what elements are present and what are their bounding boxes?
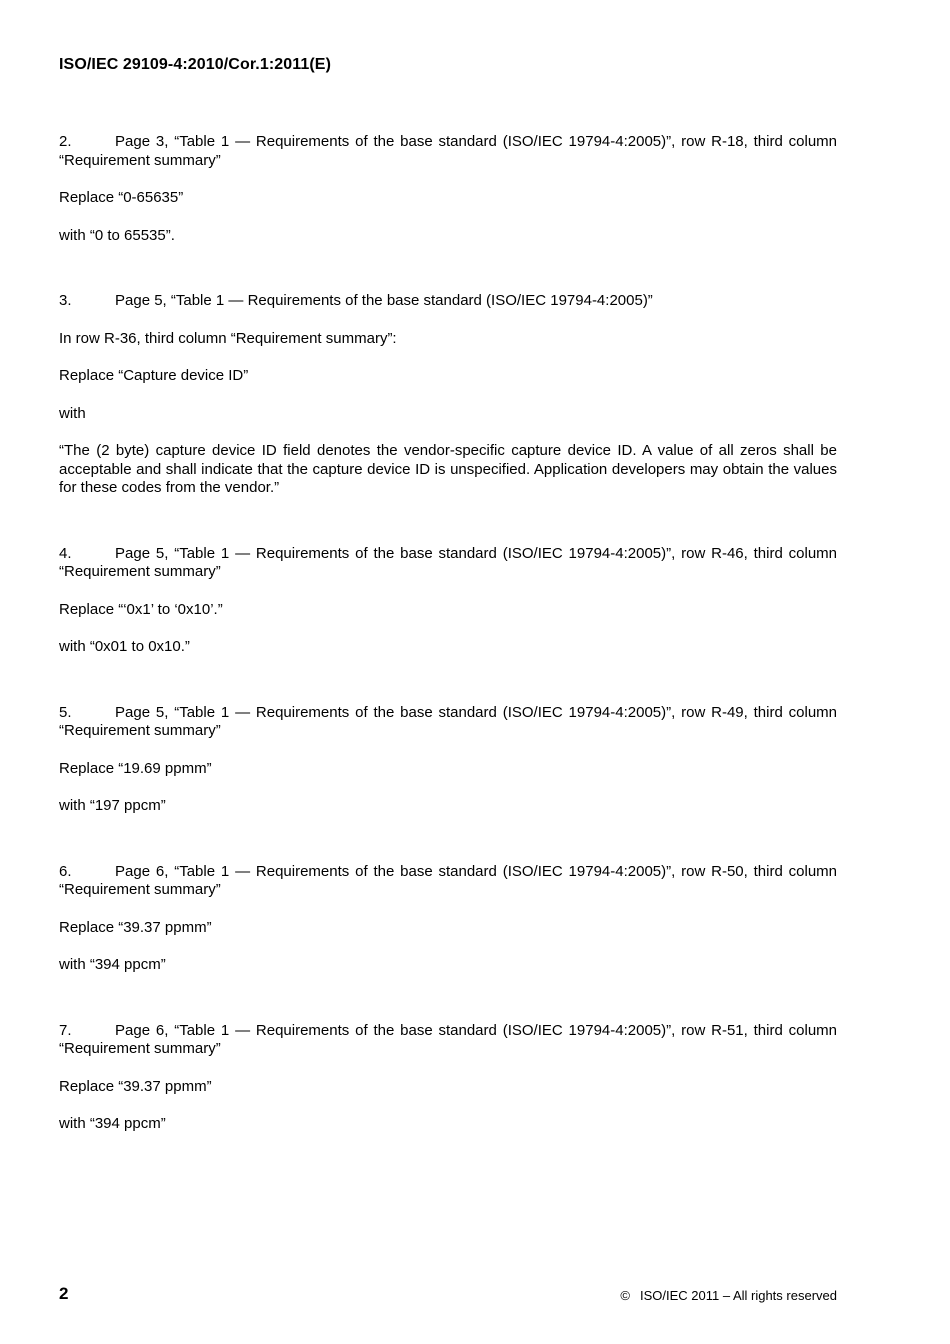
item-heading [59,545,837,582]
item-heading [59,292,837,311]
item-heading [59,863,837,900]
item-paragraph: Replace “0-65635” [59,189,184,206]
copyright-icon: © [620,1288,630,1303]
corrigendum-item [59,133,837,245]
item-paragraph: Replace “39.37 ppmm” [59,918,212,936]
corrigendum-item [59,292,837,498]
corrigendum-item [59,863,837,975]
item-paragraph: Replace “‘0x1’ to ‘0x10’.” [59,600,223,618]
item-number: 5. [59,703,72,721]
page-number: 2 [59,1284,69,1303]
item-number: 3. [59,292,72,309]
item-heading-text: Page 5, “Table 1 — Requirements of the base standard (ISO/IEC 19794-4:2005)”, row R-49, third column “Requirement summary” [59,703,837,739]
item-paragraph: Replace “Capture device ID” [59,367,249,384]
item-paragraph: with “197 ppcm” [59,797,166,814]
copyright-text: ISO/IEC 2011 – All rights reserved [639,1288,837,1303]
item-paragraph: with “394 ppcm” [59,1115,166,1132]
item-paragraph: with “0x01 to 0x10.” [59,638,190,655]
item-paragraph: with “0 to 65535”. [59,226,175,244]
item-heading-text: Page 5, “Table 1 — Requirements of the base standard (ISO/IEC 19794-4:2005)”, row R-46, third column “Requirement summary” [59,544,837,580]
item-heading-text: Page 6, “Table 1 — Requirements of the base standard (ISO/IEC 19794-4:2005)”, row R-50, third column “Requirement summary” [59,862,837,898]
item-number: 4. [59,544,72,562]
item-heading [59,1022,837,1059]
corrigendum-item [59,704,837,816]
corrigendum-body [59,133,837,1134]
corrigendum-item [59,545,837,657]
item-number: 6. [59,862,72,880]
item-number: 2. [59,133,72,150]
item-paragraph: In row R-36, third column “Requirement summary”: [59,329,397,347]
item-heading-text: Page 5, “Table 1 — Requirements of the base standard (ISO/IEC 19794-4:2005)” [115,292,653,309]
item-heading-text: Page 3, “Table 1 — Requirements of the base standard (ISO/IEC 19794-4:2005)”, row R-18, third column “Requirement summary” [59,133,837,169]
item-paragraph: Replace “19.69 ppmm” [59,759,212,777]
item-paragraph: “The (2 byte) capture device ID field denotes the vendor-specific capture device ID. A value of all zeros shall be acceptable and shall indicate that the capture device ID is unspecified. Application developers may obtain the values for these codes from the vendor.” [59,442,837,496]
item-number: 7. [59,1021,72,1039]
document-header-title: ISO/IEC 29109-4:2010/Cor.1:2011(E) [59,56,331,73]
item-heading-text: Page 6, “Table 1 — Requirements of the base standard (ISO/IEC 19794-4:2005)”, row R-51, third column “Requirement summary” [59,1021,837,1057]
item-heading [59,704,837,741]
corrigendum-item [59,1022,837,1134]
item-paragraph: Replace “39.37 ppmm” [59,1077,212,1095]
item-heading [59,133,837,170]
item-paragraph: with [59,404,86,422]
copyright-notice [620,1288,837,1303]
item-paragraph: with “394 ppcm” [59,956,166,973]
